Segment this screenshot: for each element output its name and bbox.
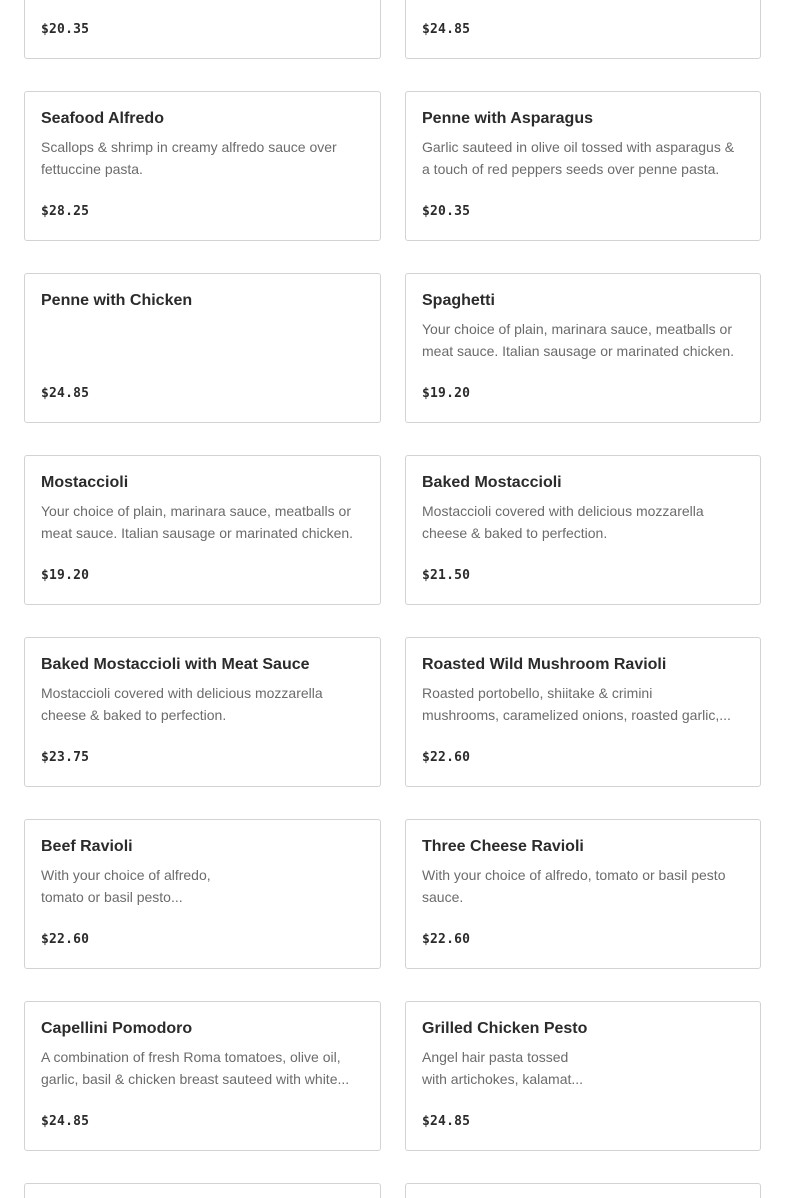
menu-item-name: Grilled Chicken Pesto: [422, 1020, 588, 1037]
menu-item-name: Mostaccioli: [41, 474, 129, 491]
menu-item-price: $23.75: [41, 750, 90, 765]
menu-item-description: A combination of fresh Roma tomatoes, olive oil, garlic, basil & chicken breast sauteed with white...: [41, 1049, 350, 1087]
menu-item-card[interactable]: [405, 455, 761, 605]
menu-item-price: $20.35: [422, 204, 471, 219]
menu-item-name: Baked Mostaccioli: [422, 474, 562, 491]
menu-item-price: $24.85: [41, 1114, 90, 1129]
menu-item-card[interactable]: [24, 455, 381, 605]
menu-item-price: $24.85: [41, 386, 90, 401]
menu-item-description: With your choice of alfredo, tomato or basil pesto...: [41, 867, 211, 905]
menu-item-description: Your choice of plain, marinara sauce, meatballs or meat sauce. Italian sausage or marinated chicken.: [41, 503, 354, 541]
menu-item-card[interactable]: [24, 1183, 381, 1198]
menu-item-card[interactable]: [24, 0, 381, 59]
menu-item-price: $22.60: [422, 932, 471, 947]
menu-item-price: $21.50: [422, 568, 471, 583]
menu-item-name: Beef Ravioli: [41, 838, 133, 855]
menu-item-description: With your choice of alfredo, tomato or basil pesto sauce.: [422, 867, 726, 905]
menu-item-card[interactable]: [405, 0, 761, 59]
menu-item-card[interactable]: [24, 637, 381, 787]
menu-item-description: Mostaccioli covered with delicious mozzarella cheese & baked to perfection.: [41, 685, 323, 723]
menu-item-name: Capellini Pomodoro: [41, 1020, 193, 1037]
menu-item-description: Roasted portobello, shiitake & crimini mushrooms, caramelized onions, roasted garlic,...: [422, 685, 731, 723]
menu-item-price: $19.20: [422, 386, 471, 401]
menu-item-price: $22.60: [41, 932, 90, 947]
menu-item-card[interactable]: [405, 637, 761, 787]
menu-grid: [24, 0, 761, 1198]
menu-item-name: Three Cheese Ravioli: [422, 838, 584, 855]
menu-item-name: Penne with Asparagus: [422, 110, 593, 127]
menu-item-description: Angel hair pasta tossed with artichokes, kalamat...: [422, 1049, 584, 1087]
menu-item-card[interactable]: [24, 819, 381, 969]
menu-item-price: $22.60: [422, 750, 471, 765]
menu-item-description: Mostaccioli covered with delicious mozzarella cheese & baked to perfection.: [422, 503, 704, 541]
menu-item-card[interactable]: [405, 819, 761, 969]
menu-item-card[interactable]: [405, 1001, 761, 1151]
menu-item-price: $19.20: [41, 568, 90, 583]
menu-item-name: Roasted Wild Mushroom Ravioli: [422, 656, 667, 673]
menu-item-price: $24.85: [422, 1114, 471, 1129]
menu-item-card[interactable]: [405, 273, 761, 423]
menu-item-card[interactable]: [24, 91, 381, 241]
menu-item-name: Spaghetti: [422, 292, 495, 309]
menu-item-card[interactable]: [405, 91, 761, 241]
menu-item-card[interactable]: [24, 1001, 381, 1151]
menu-item-card[interactable]: [405, 1183, 761, 1198]
menu-item-name: Penne with Chicken: [41, 292, 193, 309]
menu-item-card[interactable]: [24, 273, 381, 423]
menu-item-description: Garlic sauteed in olive oil tossed with asparagus & a touch of red peppers seeds over penne pasta.: [422, 139, 735, 177]
menu-item-description: Scallops & shrimp in creamy alfredo sauce over fettuccine pasta.: [41, 139, 337, 177]
menu-item-price: $20.35: [41, 22, 90, 37]
menu-item-description: Your choice of plain, marinara sauce, meatballs or meat sauce. Italian sausage or marinated chicken.: [422, 321, 735, 359]
menu-item-name: Seafood Alfredo: [41, 110, 164, 127]
menu-item-name: Baked Mostaccioli with Meat Sauce: [41, 656, 310, 673]
menu-item-price: $24.85: [422, 22, 471, 37]
menu-item-price: $28.25: [41, 204, 90, 219]
